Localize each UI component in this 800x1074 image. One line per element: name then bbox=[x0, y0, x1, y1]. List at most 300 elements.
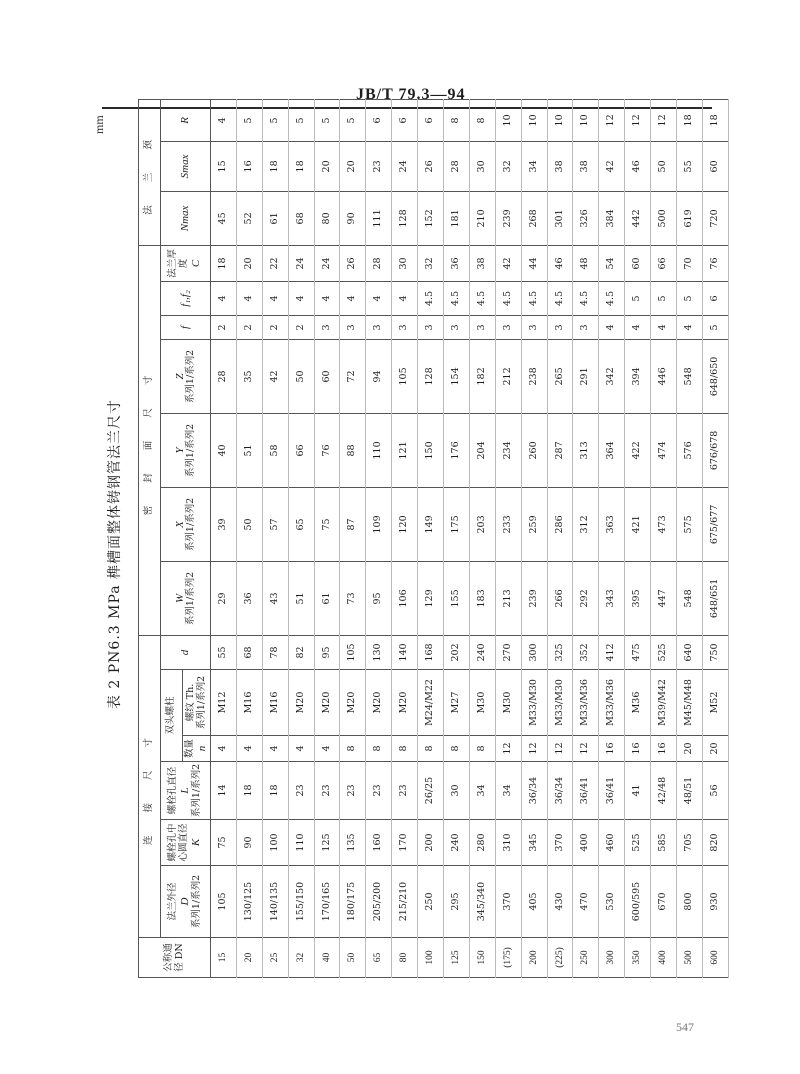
table-cell: 35 bbox=[236, 339, 262, 413]
table-cell: 46 bbox=[547, 245, 573, 281]
table-cell: 34 bbox=[495, 762, 521, 820]
table-cell: 10 bbox=[521, 99, 547, 141]
table-cell: 20 bbox=[236, 938, 262, 978]
standard-code: JB/T 79.3—94 bbox=[356, 86, 466, 103]
table-cell: 170 bbox=[392, 820, 418, 866]
table-cell: 5 bbox=[340, 99, 366, 141]
page-number: 547 bbox=[676, 1020, 694, 1034]
table-cell: 5 bbox=[288, 99, 314, 141]
table-cell: 10 bbox=[547, 99, 573, 141]
table-cell: 30 bbox=[392, 245, 418, 281]
table-cell: 292 bbox=[573, 561, 599, 635]
table-cell: 121 bbox=[392, 413, 418, 487]
table-cell: 105 bbox=[211, 866, 237, 938]
table-cell: 76 bbox=[314, 413, 340, 487]
table-cell: (175) bbox=[495, 938, 521, 978]
table-cell: 40 bbox=[314, 938, 340, 978]
table-cell: 312 bbox=[573, 487, 599, 561]
table-cell: 395 bbox=[625, 561, 651, 635]
table-cell: 135 bbox=[340, 820, 366, 866]
table-cell: 20 bbox=[340, 141, 366, 191]
table-cell: 51 bbox=[236, 413, 262, 487]
table-cell: 430 bbox=[547, 866, 573, 938]
table-cell: 640 bbox=[677, 635, 703, 669]
col-z-header: Z 系列1/系列2 bbox=[161, 339, 211, 413]
table-cell: 16 bbox=[651, 736, 677, 762]
table-cell: 32 bbox=[288, 938, 314, 978]
table-cell: 600/595 bbox=[625, 866, 651, 938]
table-cell: 4 bbox=[288, 281, 314, 315]
table-cell: 260 bbox=[521, 413, 547, 487]
group-connection-header: 连 接 尺 寸 bbox=[139, 635, 161, 937]
table-cell: M20 bbox=[314, 670, 340, 736]
table-cell: 5 bbox=[625, 281, 651, 315]
table-cell: 66 bbox=[288, 413, 314, 487]
table-cell: 675/677 bbox=[702, 487, 728, 561]
table-cell: 26 bbox=[340, 245, 366, 281]
table-cell: 175 bbox=[444, 487, 470, 561]
table-cell: 183 bbox=[469, 561, 495, 635]
table-cell: M12 bbox=[211, 670, 237, 736]
table-cell: 5 bbox=[702, 315, 728, 339]
table-cell: 65 bbox=[366, 938, 392, 978]
table-row bbox=[599, 99, 625, 977]
table-cell: 8 bbox=[418, 736, 444, 762]
table-cell: 4 bbox=[314, 281, 340, 315]
table-cell: 4.5 bbox=[469, 281, 495, 315]
table-cell: 10 bbox=[573, 99, 599, 141]
col-d-outer-header: 法兰外径 D 系列1/系列2 bbox=[161, 866, 211, 938]
table-cell: 50 bbox=[651, 141, 677, 191]
table-cell: 39 bbox=[211, 487, 237, 561]
col-r-header: R bbox=[161, 99, 211, 141]
table-cell: M52 bbox=[702, 670, 728, 736]
table-cell: 36/41 bbox=[573, 762, 599, 820]
table-cell: 4 bbox=[340, 281, 366, 315]
table-cell: 405 bbox=[521, 866, 547, 938]
table-cell: 76 bbox=[702, 245, 728, 281]
table-cell: M33/M30 bbox=[521, 670, 547, 736]
table-cell: 18 bbox=[702, 99, 728, 141]
table-cell: 42 bbox=[599, 141, 625, 191]
table-cell: 70 bbox=[677, 245, 703, 281]
table-cell: 34 bbox=[521, 141, 547, 191]
table-cell: 2 bbox=[288, 315, 314, 339]
table-row bbox=[573, 99, 599, 977]
table-cell: 442 bbox=[625, 191, 651, 245]
table-cell: 120 bbox=[392, 487, 418, 561]
table-cell: 300 bbox=[599, 938, 625, 978]
table-cell: 4 bbox=[677, 315, 703, 339]
table-cell: 38 bbox=[547, 141, 573, 191]
table-cell: 4.5 bbox=[547, 281, 573, 315]
table-cell: 24 bbox=[392, 141, 418, 191]
table-cell: 384 bbox=[599, 191, 625, 245]
table-cell: 125 bbox=[444, 938, 470, 978]
table-cell: 24 bbox=[314, 245, 340, 281]
table-cell: 12 bbox=[547, 736, 573, 762]
table-cell: 25 bbox=[262, 938, 288, 978]
table-cell: 648/650 bbox=[702, 339, 728, 413]
table-cell: 18 bbox=[677, 99, 703, 141]
table-row bbox=[392, 99, 418, 977]
table-cell: 548 bbox=[677, 561, 703, 635]
table-row bbox=[495, 99, 521, 977]
table-cell: 676/678 bbox=[702, 413, 728, 487]
table-cell: 155 bbox=[444, 561, 470, 635]
table-cell: 4.5 bbox=[495, 281, 521, 315]
table-cell: 18 bbox=[288, 141, 314, 191]
table-cell: 55 bbox=[211, 635, 237, 669]
table-cell: 233 bbox=[495, 487, 521, 561]
table-cell: 50 bbox=[236, 487, 262, 561]
table-cell: 3 bbox=[392, 315, 418, 339]
table-cell: 4 bbox=[211, 281, 237, 315]
table-cell: 5 bbox=[236, 99, 262, 141]
unit-label: mm bbox=[92, 115, 106, 134]
col-y-header: Y 系列1/系列2 bbox=[161, 413, 211, 487]
table-cell: 394 bbox=[625, 339, 651, 413]
table-cell: 212 bbox=[495, 339, 521, 413]
table-cell: 61 bbox=[314, 561, 340, 635]
table-cell: 8 bbox=[444, 736, 470, 762]
table-cell: 412 bbox=[599, 635, 625, 669]
table-cell: 95 bbox=[366, 561, 392, 635]
table-cell: 270 bbox=[495, 635, 521, 669]
table-cell: 152 bbox=[418, 191, 444, 245]
table-cell: 619 bbox=[677, 191, 703, 245]
col-smax-header: Smax bbox=[161, 141, 211, 191]
table-cell: 400 bbox=[573, 820, 599, 866]
table-row bbox=[288, 99, 314, 977]
table-cell: 100 bbox=[418, 938, 444, 978]
table-cell: 2 bbox=[211, 315, 237, 339]
table-row bbox=[314, 99, 340, 977]
table-cell: 106 bbox=[392, 561, 418, 635]
table-cell: 94 bbox=[366, 339, 392, 413]
table-cell: 5 bbox=[262, 99, 288, 141]
table-cell: 149 bbox=[418, 487, 444, 561]
table-cell: 56 bbox=[702, 762, 728, 820]
table-cell: 3 bbox=[366, 315, 392, 339]
table-cell: M27 bbox=[444, 670, 470, 736]
table-cell: 16 bbox=[625, 736, 651, 762]
table-cell: 670 bbox=[651, 866, 677, 938]
table-cell: 130 bbox=[366, 635, 392, 669]
table-cell: 75 bbox=[211, 820, 237, 866]
table-cell: 240 bbox=[444, 820, 470, 866]
table-cell: 73 bbox=[340, 561, 366, 635]
table-cell: 12 bbox=[521, 736, 547, 762]
table-cell: 60 bbox=[314, 339, 340, 413]
table-cell: 213 bbox=[495, 561, 521, 635]
table-cell: 4 bbox=[288, 736, 314, 762]
table-cell: 23 bbox=[366, 141, 392, 191]
table-cell: 55 bbox=[677, 141, 703, 191]
table-row bbox=[547, 99, 573, 977]
table-cell: 4 bbox=[211, 736, 237, 762]
table-cell: 4.5 bbox=[599, 281, 625, 315]
table-caption: 表 2 PN6.3 MPa 榫槽面整体铸钢管法兰尺寸 bbox=[107, 398, 123, 710]
table-cell: 109 bbox=[366, 487, 392, 561]
table-row bbox=[521, 99, 547, 977]
table-cell: 3 bbox=[444, 315, 470, 339]
table-cell: 60 bbox=[702, 141, 728, 191]
table-cell: 5 bbox=[677, 281, 703, 315]
table-cell: 105 bbox=[340, 635, 366, 669]
table-cell: 154 bbox=[444, 339, 470, 413]
table-cell: (225) bbox=[547, 938, 573, 978]
table-cell: 150 bbox=[418, 413, 444, 487]
table-row bbox=[469, 99, 495, 977]
table-cell: 3 bbox=[573, 315, 599, 339]
table-cell: 111 bbox=[366, 191, 392, 245]
table-cell: 4 bbox=[651, 315, 677, 339]
table-cell: 2 bbox=[262, 315, 288, 339]
table-cell: 447 bbox=[651, 561, 677, 635]
table-cell: 342 bbox=[599, 339, 625, 413]
table-cell: 14 bbox=[211, 762, 237, 820]
table-cell: 500 bbox=[677, 938, 703, 978]
table-cell: 446 bbox=[651, 339, 677, 413]
table-cell: 6 bbox=[392, 99, 418, 141]
table-cell: 50 bbox=[340, 938, 366, 978]
table-cell: 3 bbox=[521, 315, 547, 339]
table-cell: 68 bbox=[236, 635, 262, 669]
table-cell: 18 bbox=[262, 141, 288, 191]
table-cell: 110 bbox=[288, 820, 314, 866]
table-cell: 648/651 bbox=[702, 561, 728, 635]
col-f-header: f bbox=[161, 315, 211, 339]
table-cell: 3 bbox=[418, 315, 444, 339]
table-cell: 20 bbox=[314, 141, 340, 191]
table-cell: 475 bbox=[625, 635, 651, 669]
table-cell: 68 bbox=[288, 191, 314, 245]
col-d-header: d bbox=[161, 635, 211, 669]
table-cell: 155/150 bbox=[288, 866, 314, 938]
table-cell: 176 bbox=[444, 413, 470, 487]
table-cell: 4 bbox=[625, 315, 651, 339]
table-cell: 23 bbox=[392, 762, 418, 820]
table-cell: 268 bbox=[521, 191, 547, 245]
table-cell: 266 bbox=[547, 561, 573, 635]
table-cell: 78 bbox=[262, 635, 288, 669]
table-cell: 345 bbox=[521, 820, 547, 866]
table-cell: 10 bbox=[495, 99, 521, 141]
table-cell: 705 bbox=[677, 820, 703, 866]
table-cell: 4 bbox=[236, 281, 262, 315]
table-cell: 575 bbox=[677, 487, 703, 561]
table-cell: 6 bbox=[366, 99, 392, 141]
table-cell: 12 bbox=[573, 736, 599, 762]
table-cell: 286 bbox=[547, 487, 573, 561]
table-cell: 4 bbox=[392, 281, 418, 315]
table-cell: 525 bbox=[625, 820, 651, 866]
table-cell: 474 bbox=[651, 413, 677, 487]
table-cell: 291 bbox=[573, 339, 599, 413]
table-cell: 750 bbox=[702, 635, 728, 669]
table-cell: 36/34 bbox=[547, 762, 573, 820]
table-cell: 41 bbox=[625, 762, 651, 820]
table-cell: 287 bbox=[547, 413, 573, 487]
table-cell: 239 bbox=[495, 191, 521, 245]
table-cell: M33/M36 bbox=[599, 670, 625, 736]
table-cell: 28 bbox=[211, 339, 237, 413]
table-row bbox=[702, 99, 728, 977]
table-cell: 4 bbox=[599, 315, 625, 339]
stud-group-header: 双头螺柱 bbox=[161, 670, 183, 762]
table-cell: 400 bbox=[651, 938, 677, 978]
group-neck-header: 法 兰 颈 bbox=[139, 99, 161, 245]
table-cell: 45 bbox=[211, 191, 237, 245]
table-cell: M20 bbox=[340, 670, 366, 736]
col-w-header: W 系列1/系列2 bbox=[161, 561, 211, 635]
table-cell: 61 bbox=[262, 191, 288, 245]
table-cell: 4 bbox=[211, 99, 237, 141]
table-cell: 54 bbox=[599, 245, 625, 281]
table-cell: 80 bbox=[314, 191, 340, 245]
table-cell: 38 bbox=[573, 141, 599, 191]
table-cell: 168 bbox=[418, 635, 444, 669]
table-cell: 34 bbox=[469, 762, 495, 820]
table-cell: 182 bbox=[469, 339, 495, 413]
table-cell: 48 bbox=[573, 245, 599, 281]
table-cell: 800 bbox=[677, 866, 703, 938]
table-cell: 32 bbox=[418, 245, 444, 281]
table-cell: 3 bbox=[495, 315, 521, 339]
table-cell: 20 bbox=[677, 736, 703, 762]
table-row bbox=[211, 99, 237, 977]
table-cell: 15 bbox=[211, 938, 237, 978]
flange-dimension-table bbox=[138, 99, 729, 978]
table-cell: M39/M42 bbox=[651, 670, 677, 736]
table-cell: 46 bbox=[625, 141, 651, 191]
table-cell: 36/41 bbox=[599, 762, 625, 820]
table-cell: M33/M30 bbox=[547, 670, 573, 736]
table-cell: 250 bbox=[418, 866, 444, 938]
table-cell: 3 bbox=[340, 315, 366, 339]
table-cell: 4.5 bbox=[418, 281, 444, 315]
table-cell: M16 bbox=[262, 670, 288, 736]
table-cell: 4.5 bbox=[444, 281, 470, 315]
table-cell: 548 bbox=[677, 339, 703, 413]
table-cell: 18 bbox=[211, 245, 237, 281]
table-cell: 8 bbox=[444, 99, 470, 141]
table-row bbox=[444, 99, 470, 977]
table-cell: 343 bbox=[599, 561, 625, 635]
table-cell: 204 bbox=[469, 413, 495, 487]
table-cell: 36/34 bbox=[521, 762, 547, 820]
table-cell: 95 bbox=[314, 635, 340, 669]
table-cell: 5 bbox=[651, 281, 677, 315]
table-cell: 350 bbox=[625, 938, 651, 978]
table-cell: 530 bbox=[599, 866, 625, 938]
table-cell: 42 bbox=[262, 339, 288, 413]
table-row bbox=[651, 99, 677, 977]
col-n-header: 数量 n bbox=[183, 736, 211, 762]
table-cell: 82 bbox=[288, 635, 314, 669]
table-cell: 4 bbox=[262, 281, 288, 315]
table-cell: 421 bbox=[625, 487, 651, 561]
table-cell: 57 bbox=[262, 487, 288, 561]
table-cell: 8 bbox=[469, 99, 495, 141]
col-c-header: 法兰厚度 C bbox=[161, 245, 211, 281]
table-cell: 12 bbox=[625, 99, 651, 141]
table-cell: 140/135 bbox=[262, 866, 288, 938]
table-cell: 20 bbox=[236, 245, 262, 281]
table-cell: 130/125 bbox=[236, 866, 262, 938]
table-cell: M20 bbox=[288, 670, 314, 736]
table-cell: 140 bbox=[392, 635, 418, 669]
col-k-header: 螺栓孔中心圆直径 K bbox=[161, 820, 211, 866]
table-cell: 36 bbox=[444, 245, 470, 281]
table-cell: 125 bbox=[314, 820, 340, 866]
table-cell: 128 bbox=[418, 339, 444, 413]
table-cell: 4 bbox=[314, 736, 340, 762]
table-cell: 23 bbox=[314, 762, 340, 820]
table-cell: 4.5 bbox=[573, 281, 599, 315]
table-cell: 30 bbox=[444, 762, 470, 820]
table-cell: 300 bbox=[521, 635, 547, 669]
table-cell: M36 bbox=[625, 670, 651, 736]
table-cell: 26/25 bbox=[418, 762, 444, 820]
table-cell: 250 bbox=[573, 938, 599, 978]
table-row bbox=[625, 99, 651, 977]
table-cell: 170/165 bbox=[314, 866, 340, 938]
table-cell: 295 bbox=[444, 866, 470, 938]
table-cell: M24/M22 bbox=[418, 670, 444, 736]
table-cell: 8 bbox=[340, 736, 366, 762]
table-cell: 42 bbox=[495, 245, 521, 281]
table-cell: 65 bbox=[288, 487, 314, 561]
table-cell: 720 bbox=[702, 191, 728, 245]
table-cell: 525 bbox=[651, 635, 677, 669]
table-cell: 585 bbox=[651, 820, 677, 866]
table-cell: 44 bbox=[521, 245, 547, 281]
table-cell: 28 bbox=[444, 141, 470, 191]
table-cell: 150 bbox=[469, 938, 495, 978]
table-cell: 202 bbox=[444, 635, 470, 669]
table-cell: 370 bbox=[495, 866, 521, 938]
table-cell: 26 bbox=[418, 141, 444, 191]
table-cell: 80 bbox=[392, 938, 418, 978]
table-cell: 4 bbox=[262, 736, 288, 762]
table-cell: 215/210 bbox=[392, 866, 418, 938]
table-cell: 8 bbox=[392, 736, 418, 762]
table-cell: 32 bbox=[495, 141, 521, 191]
table-cell: 460 bbox=[599, 820, 625, 866]
table-cell: 28 bbox=[366, 245, 392, 281]
table-cell: 600 bbox=[702, 938, 728, 978]
table-cell: M30 bbox=[469, 670, 495, 736]
table-cell: 370 bbox=[547, 820, 573, 866]
table-cell: 8 bbox=[366, 736, 392, 762]
table-cell: 470 bbox=[573, 866, 599, 938]
table-row bbox=[340, 99, 366, 977]
table-cell: 820 bbox=[702, 820, 728, 866]
table-cell: 2 bbox=[236, 315, 262, 339]
table-cell: 200 bbox=[418, 820, 444, 866]
table-cell: 180/175 bbox=[340, 866, 366, 938]
table-cell: M20 bbox=[392, 670, 418, 736]
table-cell: 160 bbox=[366, 820, 392, 866]
table-cell: 6 bbox=[418, 99, 444, 141]
table-cell: 23 bbox=[288, 762, 314, 820]
table-cell: 90 bbox=[236, 820, 262, 866]
table-cell: 12 bbox=[651, 99, 677, 141]
table-cell: 87 bbox=[340, 487, 366, 561]
table-cell: M20 bbox=[366, 670, 392, 736]
